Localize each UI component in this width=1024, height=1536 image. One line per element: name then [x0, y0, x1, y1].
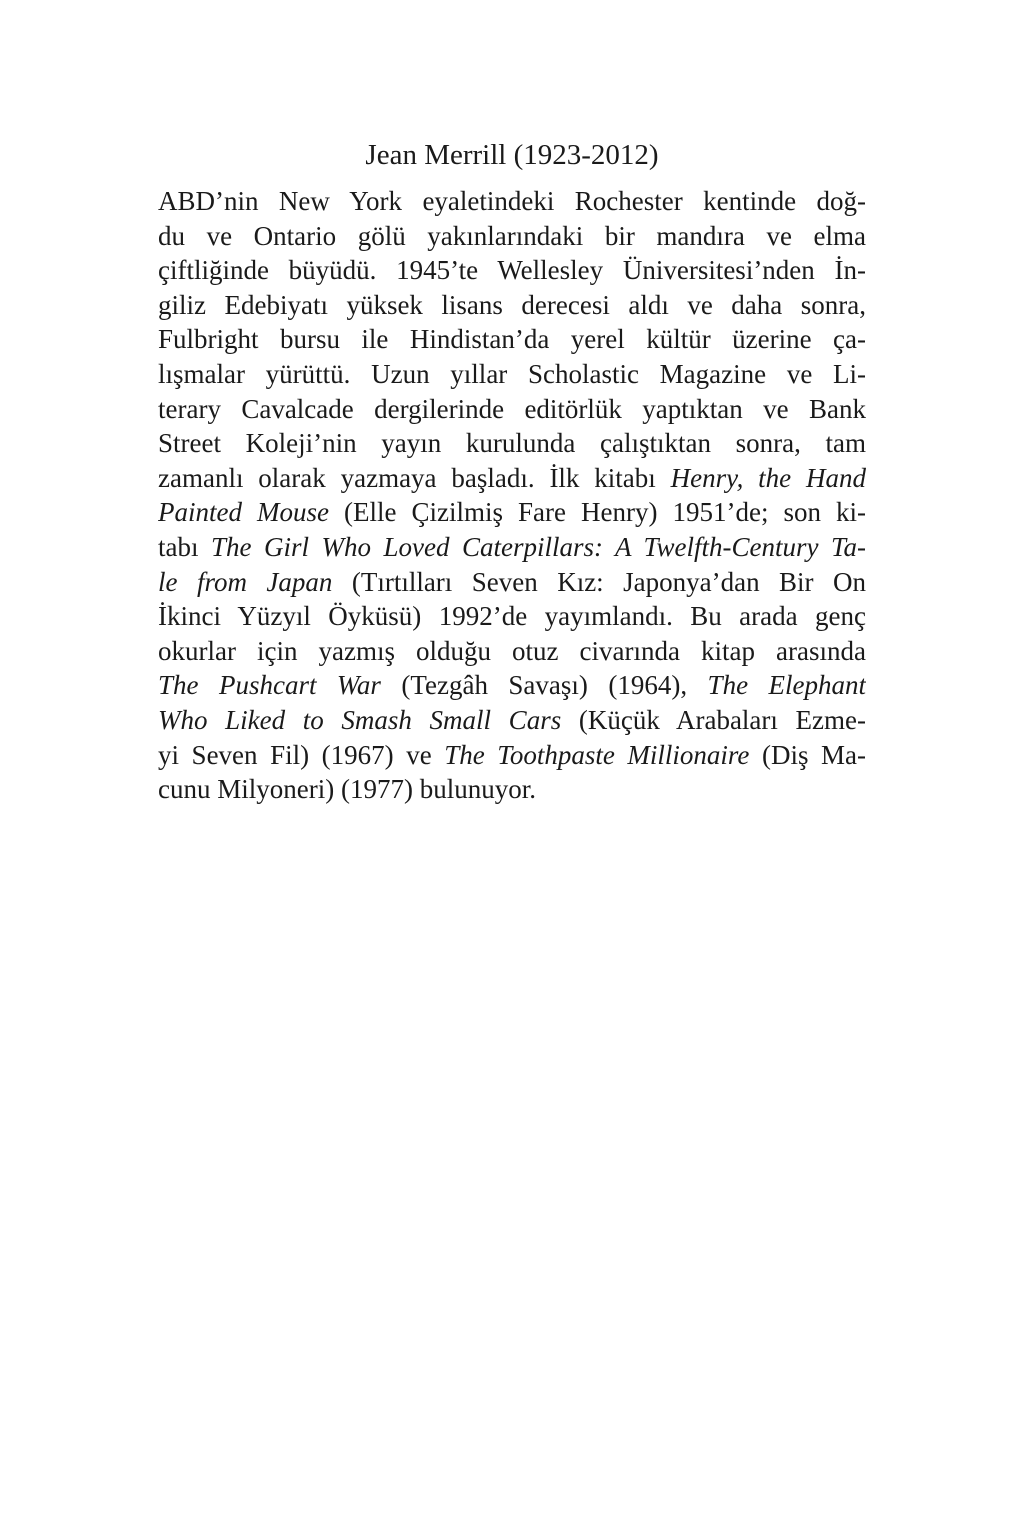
text-run: okurlar için yazmış olduğu otuz civarında kitap arasında	[158, 635, 866, 666]
text-run: terary Cavalcade dergilerinde editörlük yaptıktan ve Bank	[158, 393, 866, 424]
text-run: Fulbright bursu ile Hindistan’da yerel kültür üzerine ça-	[158, 324, 866, 355]
text-run: du ve Ontario gölü yakınlarındaki bir mandıra ve elma	[158, 220, 866, 251]
author-heading: Jean Merrill (1923-2012)	[365, 139, 659, 171]
book-title-text: The Pushcart War	[158, 670, 381, 701]
text-line	[158, 253, 866, 288]
text-run: lışmalar yürüttü. Uzun yıllar Scholastic Magazine ve Li-	[158, 358, 866, 389]
text-run: (Küçük Arabaları Ezme-	[561, 704, 866, 735]
text-run: çiftliğinde büyüdü. 1945’te Wellesley Üniversitesi’nden İn-	[158, 255, 866, 286]
text-line	[158, 357, 866, 392]
text-line	[158, 565, 866, 600]
text-run: yi Seven Fil) (1967) ve	[158, 739, 445, 770]
text-line	[158, 703, 866, 738]
text-run: (Diş Ma-	[749, 739, 866, 770]
text-run: cunu Milyoneri) (1977) bulunuyor.	[158, 774, 536, 805]
text-line	[158, 772, 866, 807]
text-line	[158, 461, 866, 496]
text-run: ABD’nin New York eyaletindeki Rochester kentinde doğ-	[158, 186, 866, 216]
author-biography	[158, 184, 866, 807]
text-line	[158, 495, 866, 530]
text-run: tabı	[158, 531, 211, 562]
text-run: giliz Edebiyatı yüksek lisans derecesi aldı ve daha sonra,	[158, 289, 866, 320]
book-title-text: The Toothpaste Millionaire	[444, 739, 750, 770]
book-title-text: The Elephant	[707, 670, 866, 701]
text-line	[158, 392, 866, 427]
book-title-text: Henry, the Hand	[670, 462, 866, 493]
text-run: İkinci Yüzyıl Öyküsü) 1992’de yayımlandı. Bu arada genç	[158, 601, 866, 632]
text-line	[158, 219, 866, 254]
book-title-text: Who Liked to Smash Small Cars	[158, 704, 562, 735]
text-run: zamanlı olarak yazmaya başladı. İlk kitabı	[158, 462, 671, 493]
book-title-text: le from Japan	[158, 566, 333, 597]
text-line	[158, 738, 866, 773]
text-line	[158, 668, 866, 703]
text-run: Street Koleji’nin yayın kurulunda çalıştıktan sonra, tam	[158, 428, 866, 459]
text-line	[158, 184, 866, 219]
book-title-text: The Girl Who Loved Caterpillars: A Twelfth-Century Ta-	[210, 531, 866, 562]
text-line	[158, 322, 866, 357]
book-title-text: Painted Mouse	[158, 497, 329, 528]
text-line	[158, 288, 866, 323]
text-line	[158, 634, 866, 669]
text-run: (Tırtılları Seven Kız: Japonya’dan Bir On	[332, 566, 866, 597]
text-run: (Elle Çizilmiş Fare Henry) 1951’de; son ki-	[328, 497, 866, 528]
text-run: (Tezgâh Savaşı) (1964),	[380, 670, 708, 701]
text-line	[158, 426, 866, 461]
text-line	[158, 530, 866, 565]
text-line	[158, 599, 866, 634]
